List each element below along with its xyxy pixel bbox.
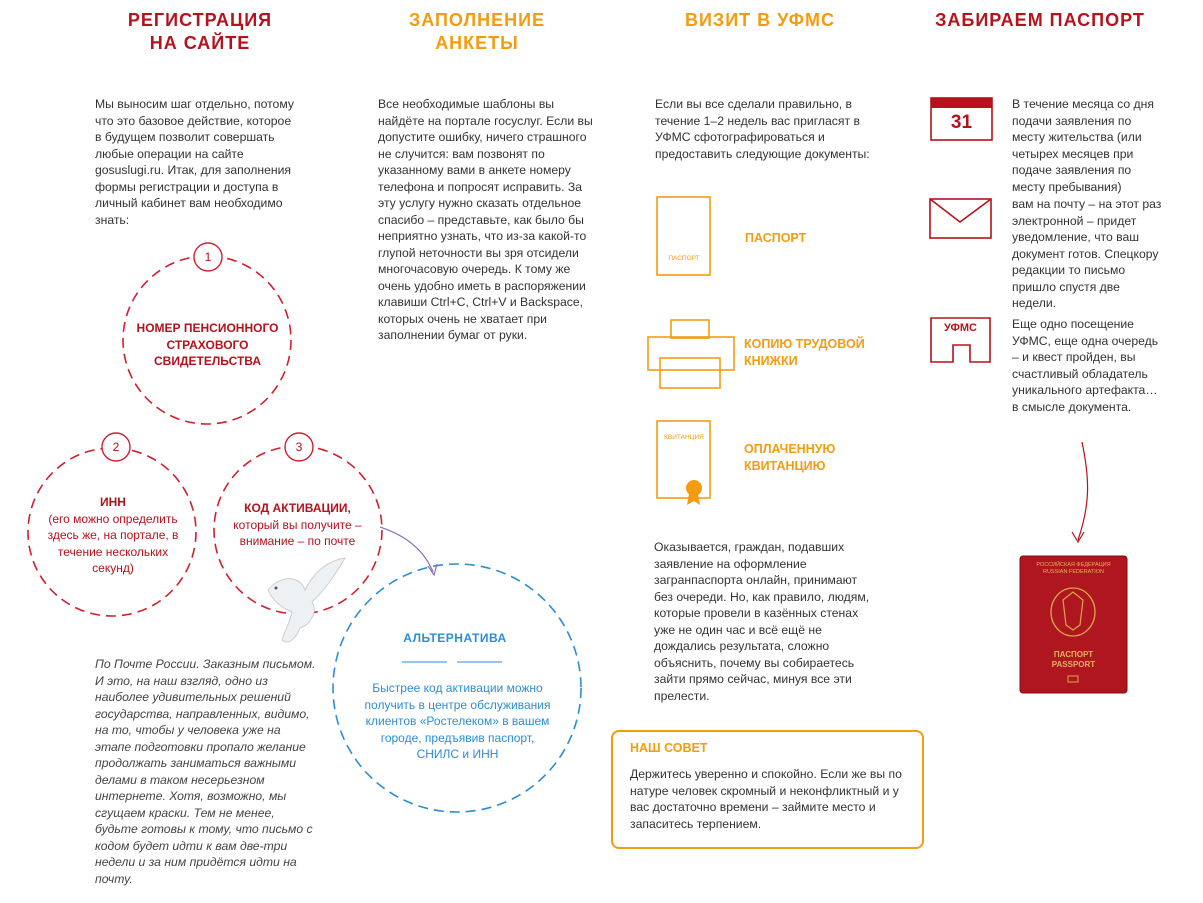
doc3-label: ОПЛАЧЕННУЮ КВИТАНЦИЮ xyxy=(744,442,836,473)
receipt-icon-text: КВИТАНЦИЯ xyxy=(664,434,704,441)
calendar-day: 31 xyxy=(950,112,973,133)
alternative-text: Быстрее код активации можно получить в центре обслуживания клиентов «Ростелеком» в вашем городе, предъявив паспорт, СНИЛС и ИНН xyxy=(364,681,551,761)
passport-icon-text: ПАСПОРТ xyxy=(668,255,700,262)
step2-number: 2 xyxy=(112,440,120,454)
post-note: По Почте России. Заказным письмом. И это, на наш взгляд, одно из наиболее удивительных решений государства, направленных, видимо, на то, чтобы у человека уже на этапе подготовки пропало желание продолжать заниматься важными делами в таком несерьезном интернете. Хотя, возможно, мы сгущаем краски. Тем не менее, будьте готовы к тому, что письмо с кодом будет идти к вам две-три недели и за ним придётся идти на почту. xyxy=(95,657,316,886)
step1-label: НОМЕР ПЕНСИОННОГО СТРАХОВОГО СВИДЕТЕЛЬСТВА xyxy=(136,321,279,368)
passport-title-text: ПАСПОРТ PASSPORT xyxy=(1051,650,1096,669)
alternative-title: АЛЬТЕРНАТИВА xyxy=(403,631,507,645)
passport-arrow xyxy=(1078,442,1088,540)
step3-block xyxy=(220,500,375,550)
dove-icon xyxy=(268,558,345,642)
registration-heading: РЕГИСТРАЦИЯ НА САЙТЕ xyxy=(127,10,273,53)
pickup-text3: Еще одно посещение УФМС, еще одна очередь – и квест пройден, вы счастливый обладатель уникального артефакта… в смысле документа. xyxy=(1012,317,1159,414)
step2-title: ИНН xyxy=(100,495,126,509)
passport-image xyxy=(1020,556,1127,693)
visit-outro: Оказывается, граждан, подавших заявление на оформление загранпаспорта онлайн, принимают без очереди. Но, как правило, людям, которые провели в казённых стенах уже не один час и всё ещё не дождались результата, сложно объяснить, почему вы собираетесь зайти прямо сейчас, минуя все эти прелести. xyxy=(654,540,870,703)
pickup-text1: В течение месяца со дня подачи заявления по месту жительства (или четырех месяцев при подаче заявления по месту пребывания) xyxy=(1012,97,1154,194)
step2-block xyxy=(38,494,188,577)
printer-icon xyxy=(648,320,734,388)
form-text: Все необходимые шаблоны вы найдёте на портале госуслуг. Если вы допустите ошибку, ничего страшного не случится: вам позвонят по указанному вами в анкете номеру телефона и попросят исправить. За эту услугу нужно сказать отдельное спасибо – представьте, как было бы неприятно узнать, что из-за какой-то глупой неточности вы зря отсидели многочасовую очередь. К тому же очень удобно иметь в распоряжении клавиши Ctrl+C, Ctrl+V и Backspace, которых очень не хватает при заполнении бумаг от руки. xyxy=(378,97,593,342)
step3-title: КОД АКТИВАЦИИ, xyxy=(244,501,351,515)
pickup-heading: ЗАБИРАЕМ ПАСПОРТ xyxy=(935,10,1145,30)
passport-top-text: РОССИЙСКАЯ ФЕДЕРАЦИЯ RUSSIAN FEDERATION xyxy=(1036,562,1111,575)
advice-title: НАШ СОВЕТ xyxy=(630,741,708,755)
doc1-label: ПАСПОРТ xyxy=(745,231,807,245)
step2-text: (его можно определить здесь же, на портале, в течение нескольких секунд) xyxy=(47,511,179,575)
step3-number: 3 xyxy=(295,440,303,454)
envelope-icon xyxy=(930,199,991,238)
step1-number: 1 xyxy=(204,250,212,264)
doc2-label: КОПИЮ ТРУДОВОЙ КНИЖКИ xyxy=(744,337,865,368)
registration-intro: Мы выносим шаг отдельно, потому что это базовое действие, которое в будущем позволит совершать любые операции на сайте gosuslugi.ru. Итак, для заполнения формы регистрации и доступа в личный кабинет вам необходимо знать: xyxy=(95,97,294,227)
pickup-text2: вам на почту – на этот раз электронной – придет уведомление, что ваш документ готов. Спецкору редакции то письмо пришло спустя две недели. xyxy=(1012,197,1162,310)
visit-intro: Если вы все сделали правильно, в течение 1–2 недель вас пригласят в УФМС сфотографироваться и предоставить следующие документы: xyxy=(655,97,870,161)
passport-doc-icon xyxy=(657,197,710,275)
ufms-icon-text: УФМС xyxy=(944,322,977,334)
step3-text: который вы получите – внимание – по почте xyxy=(233,517,362,548)
form-heading: ЗАПОЛНЕНИЕ АНКЕТЫ xyxy=(408,10,546,53)
advice-text: Держитесь уверенно и спокойно. Если же вы по натуре человек скромный и неконфликтный и у вас достаточно времени – займите место и запаситесь терпением. xyxy=(630,767,902,831)
alternative-arrow xyxy=(380,527,433,572)
visit-heading: ВИЗИТ В УФМС xyxy=(684,10,835,30)
